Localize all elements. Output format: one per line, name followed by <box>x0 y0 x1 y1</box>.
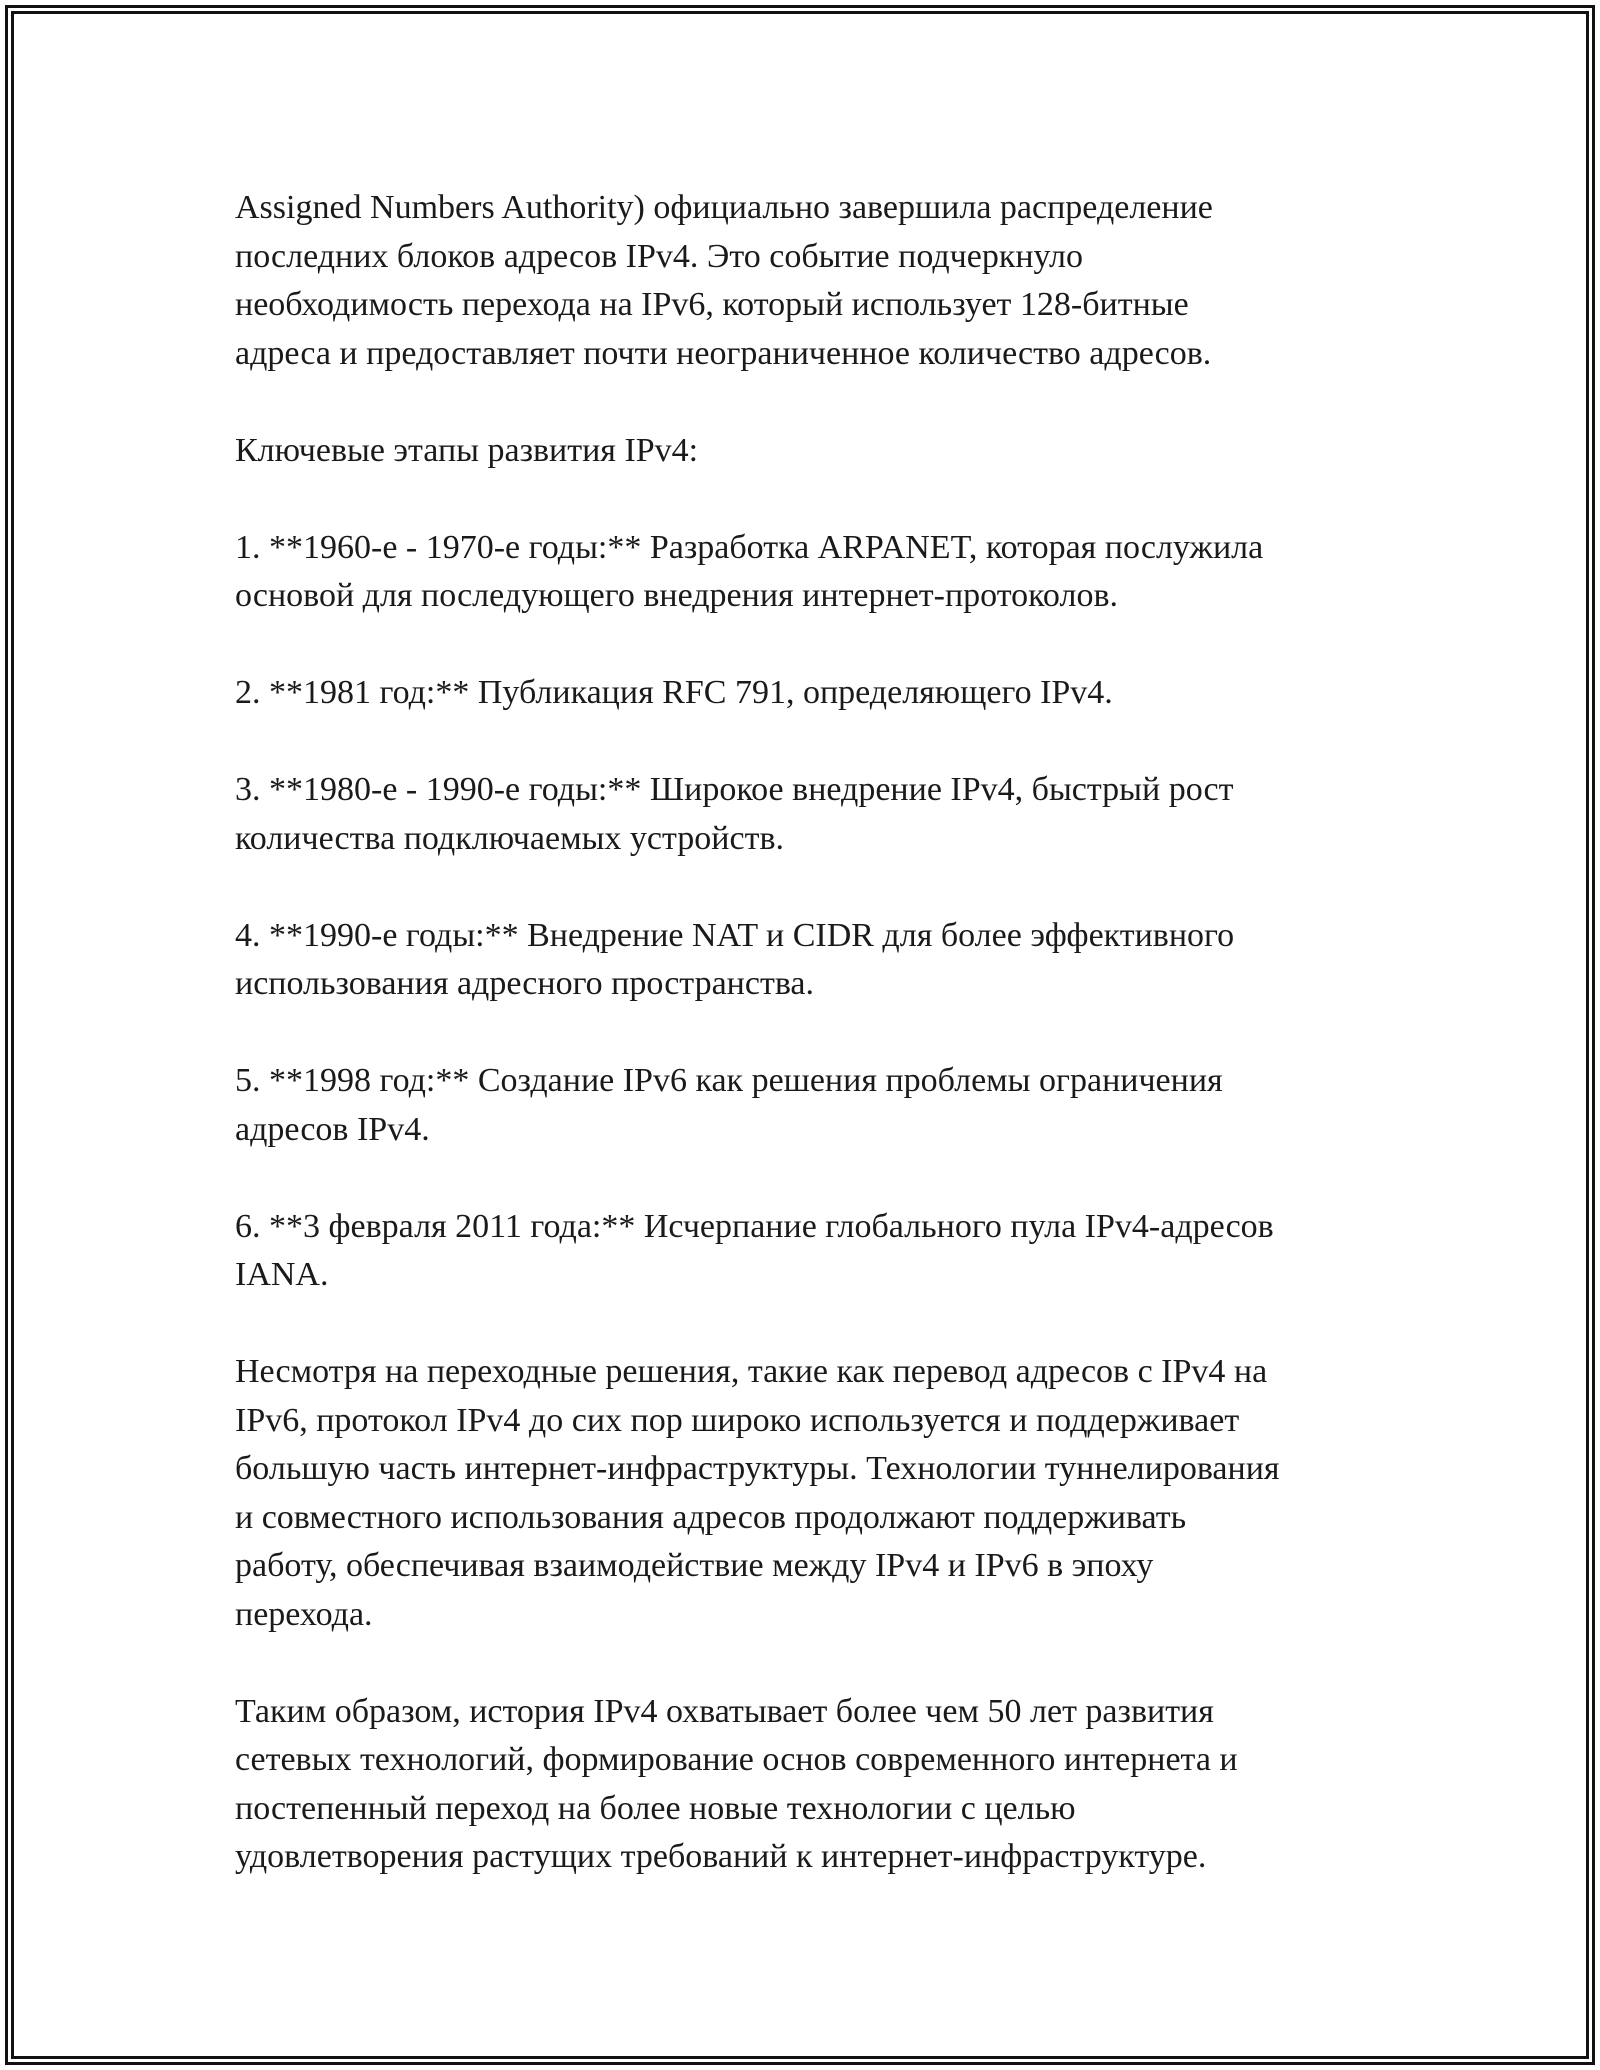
milestones-heading <box>235 427 1375 476</box>
text-line: основой для последующего внедрения интернет-протоколов. <box>235 577 1119 614</box>
text-line: использования адресного пространства. <box>235 965 815 1002</box>
text-line: последних блоков адресов IPv4. Это событие подчеркнуло <box>235 237 1084 275</box>
text-line: Assigned Numbers Authority) официально завершила распределение <box>235 189 1213 226</box>
milestone-item-5 <box>235 1057 1375 1154</box>
document-body <box>235 184 1375 1882</box>
text-line: количества подключаемых устройств. <box>235 819 784 857</box>
milestone-item-4 <box>235 912 1375 1009</box>
text-line: необходимость перехода на IPv6, который использует 128-битные <box>235 286 1189 323</box>
text-line: Несмотря на переходные решения, такие как перевод адресов с IPv4 на <box>235 1353 1268 1390</box>
text-line: 6. **3 февраля 2011 года:** Исчерпание глобального пула IPv4-адресов <box>235 1207 1274 1245</box>
heading-text: Ключевые этапы развития IPv4: <box>235 431 699 469</box>
text-line: большую часть интернет-инфраструктуры. Технологии туннелирования <box>235 1450 1280 1487</box>
text-line: Таким образом, история IPv4 охватывает более чем 50 лет развития <box>235 1692 1214 1730</box>
text-line: IANA. <box>235 1256 329 1293</box>
text-line: удовлетворения растущих требований к интернет-инфраструктуре. <box>235 1838 1207 1875</box>
milestone-item-2 <box>235 669 1375 718</box>
text-line: работу, обеспечивая взаимодействие между IPv4 и IPv6 в эпоху <box>235 1547 1154 1584</box>
transition-paragraph <box>235 1348 1375 1639</box>
milestone-item-6 <box>235 1203 1375 1300</box>
text-line: и совместного использования адресов продолжают поддерживать <box>235 1498 1187 1536</box>
conclusion-paragraph <box>235 1688 1375 1882</box>
text-line: 4. **1990-е годы:** Внедрение NAT и CIDR для более эффективного <box>235 916 1235 954</box>
text-line: адреса и предоставляет почти неограниченное количество адресов. <box>235 334 1212 372</box>
milestone-item-3 <box>235 766 1375 863</box>
intro-paragraph <box>235 184 1375 378</box>
text-line: перехода. <box>235 1595 373 1633</box>
text-line: 2. **1981 год:** Публикация RFC 791, определяющего IPv4. <box>235 674 1113 711</box>
text-line: 1. **1960-е - 1970-е годы:** Разработка ARPANET, которая послужила <box>235 528 1264 566</box>
text-line: адресов IPv4. <box>235 1110 430 1148</box>
text-line: сетевых технологий, формирование основ современного интернета и <box>235 1741 1238 1778</box>
text-line: 5. **1998 год:** Создание IPv6 как решения проблемы ограничения <box>235 1062 1223 1099</box>
text-line: IPv6, протокол IPv4 до сих пор широко используется и поддерживает <box>235 1401 1240 1439</box>
text-line: 3. **1980-е - 1990-е годы:** Широкое внедрение IPv4, быстрый рост <box>235 771 1234 808</box>
milestone-item-1 <box>235 524 1375 621</box>
text-line: постепенный переход на более новые технологии с целью <box>235 1789 1076 1827</box>
